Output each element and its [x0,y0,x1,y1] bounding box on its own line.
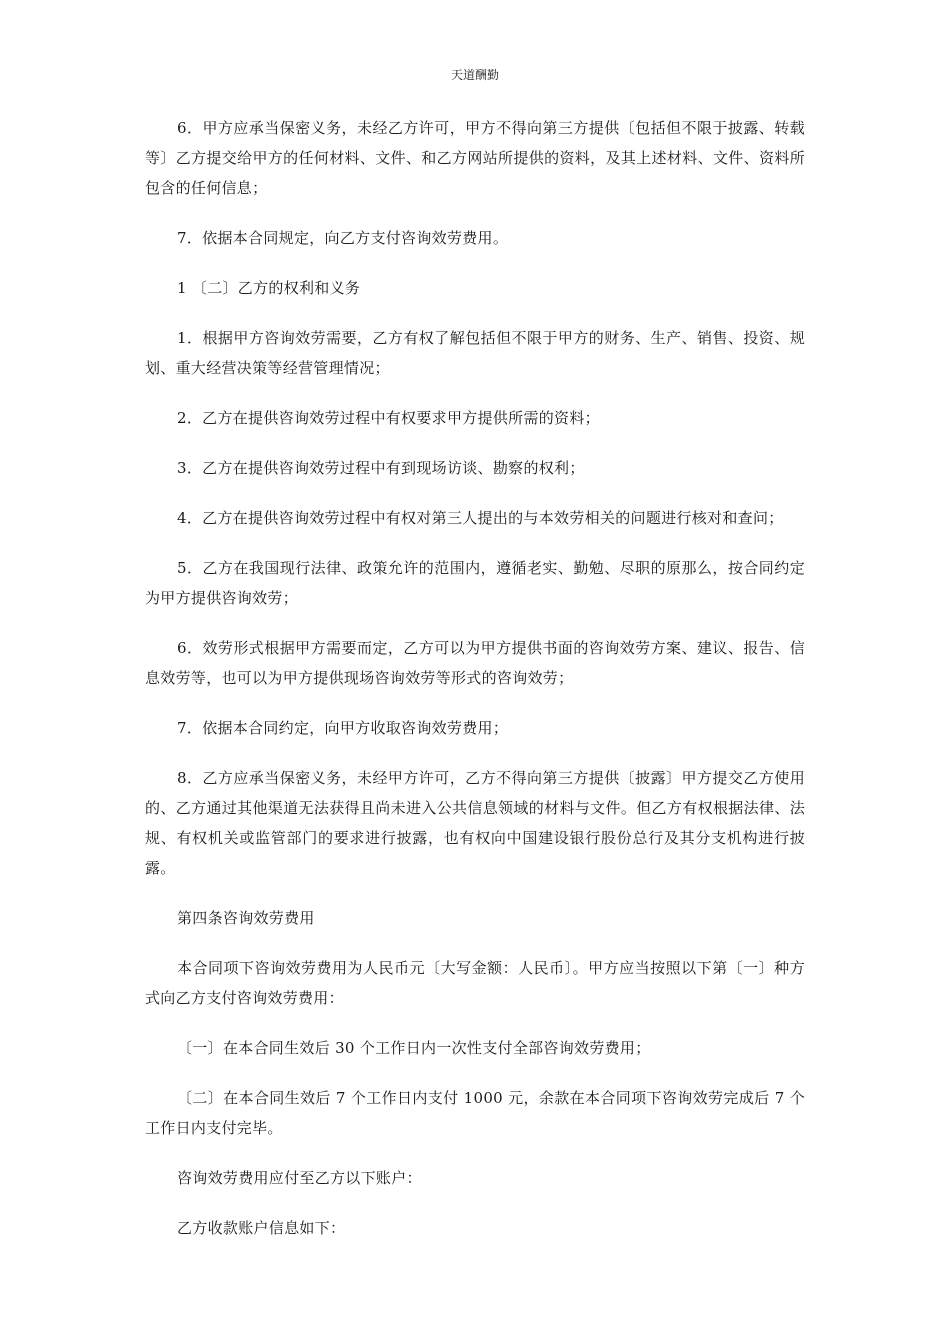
paragraph-account-info: 乙方收款账户信息如下： [177,1219,346,1237]
paragraph-b-right-5: 5．乙方在我国现行法律、政策允许的范围内，遵循老实、勤勉、尽职的原那么，按合同约定为甲方提供咨询效劳； [145,559,805,607]
paragraph-b-right-3: 3．乙方在提供咨询效劳过程中有到现场访谈、勘察的权利； [177,459,585,477]
paragraph-payment-account: 咨询效劳费用应付至乙方以下账户： [177,1169,422,1187]
paragraph-payment-option-1: 〔一〕在本合同生效后 30 个工作日内一次性支付全部咨询效劳费用； [177,1039,651,1057]
section-heading-article-4: 第四条咨询效劳费用 [177,909,315,927]
section-heading-party-b-rights: 1 〔二〕乙方的权利和义务 [177,279,361,297]
document-body [145,113,805,1263]
page-header: 天道酬勤 [450,68,499,82]
paragraph-b-right-7: 7．依据本合同约定，向甲方收取咨询效劳费用； [177,719,509,737]
paragraph-b-right-8: 8．乙方应承当保密义务，未经甲方许可，乙方不得向第三方提供〔披露〕甲方提交乙方使用的、乙方通过其他渠道无法获得且尚未进入公共信息领域的材料与文件。但乙方有权根据法律、法规、有权机关或监管部门的要求进行披露，也有权向中国建设银行股份总行及其分支机构进行披露。 [145,769,805,877]
paragraph-fee-amount: 本合同项下咨询效劳费用为人民币元〔大写金额：人民币〕。甲方应当按照以下第〔一〕种方式向乙方支付咨询效劳费用： [145,959,805,1007]
paragraph-party-a-payment: 7．依据本合同规定，向乙方支付咨询效劳费用。 [177,229,509,247]
paragraph-b-right-1: 1．根据甲方咨询效劳需要，乙方有权了解包括但不限于甲方的财务、生产、销售、投资、规划、重大经营决策等经营管理情况； [145,329,805,377]
paragraph-b-right-6: 6．效劳形式根据甲方需要而定，乙方可以为甲方提供书面的咨询效劳方案、建议、报告、信息效劳等，也可以为甲方提供现场咨询效劳等形式的咨询效劳； [145,639,805,687]
paragraph-b-right-4: 4．乙方在提供咨询效劳过程中有权对第三人提出的与本效劳相关的问题进行核对和查问； [177,509,784,527]
paragraph-b-right-2: 2．乙方在提供咨询效劳过程中有权要求甲方提供所需的资料； [177,409,600,427]
paragraph-party-a-confidentiality: 6．甲方应承当保密义务，未经乙方许可，甲方不得向第三方提供〔包括但不限于披露、转载等〕乙方提交给甲方的任何材料、文件、和乙方网站所提供的资料，及其上述材料、文件、资料所包含的任何信息； [145,119,805,197]
paragraph-payment-option-2: 〔二〕在本合同生效后 7 个工作日内支付 1000 元，余款在本合同项下咨询效劳完成后 7 个工作日内支付完毕。 [145,1089,805,1137]
